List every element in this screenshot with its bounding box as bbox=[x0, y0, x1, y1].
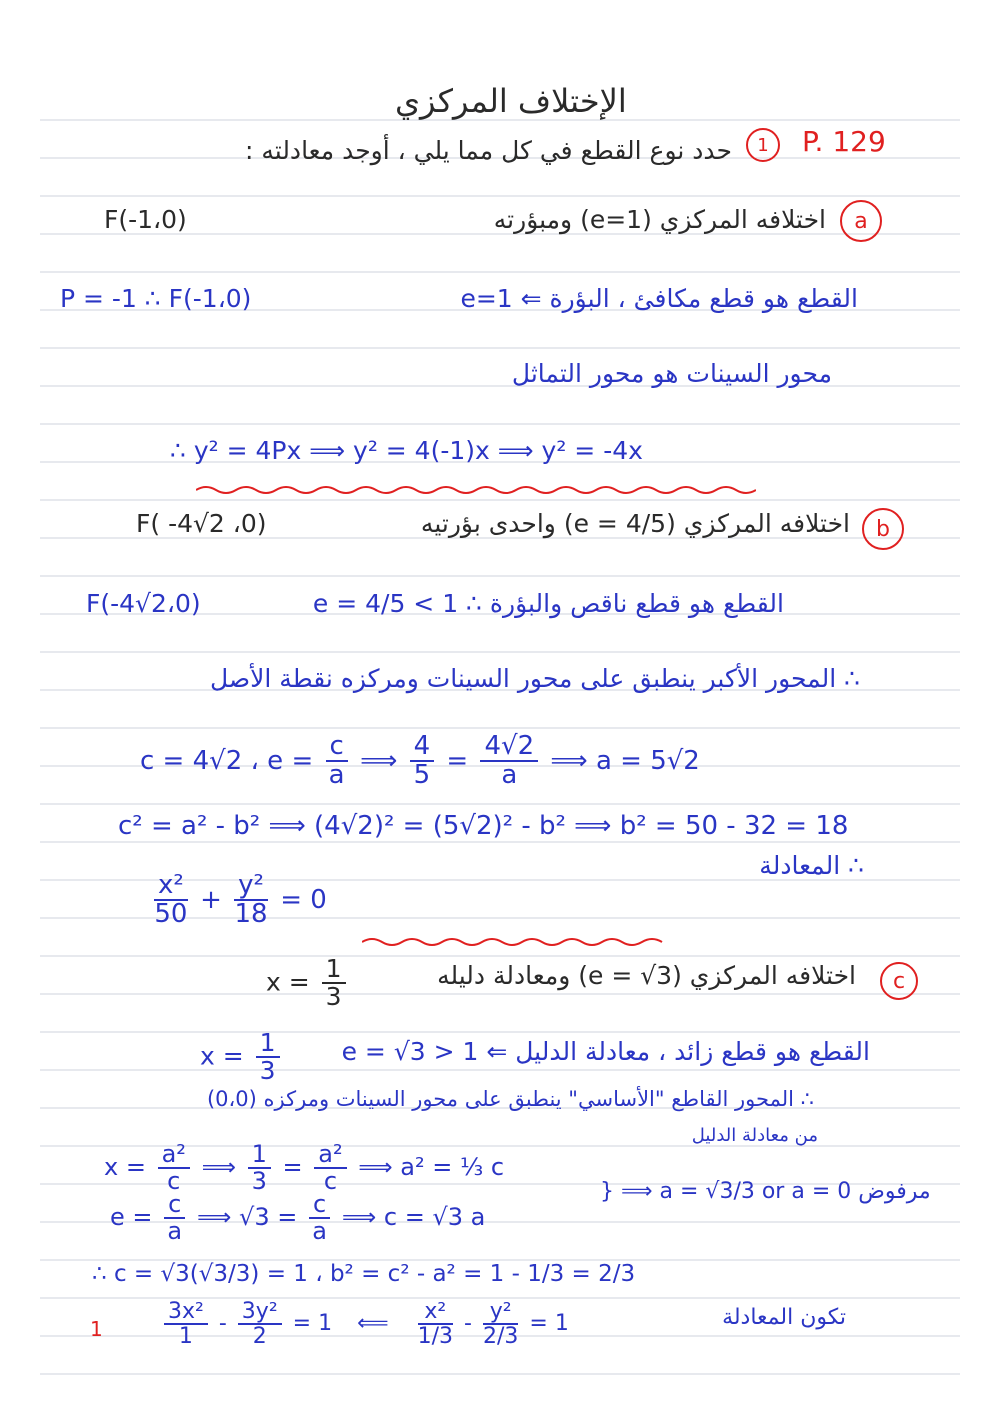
part-c-result-a: } ⟹ a = √3/3 or a = 0 مرفوض bbox=[600, 1179, 931, 1204]
part-c-step-5: ∴ c = √3(√3/3) = 1 ، b² = c² - a² = 1 - 1/3 = 2/3 bbox=[92, 1261, 636, 1287]
part-c-step-4-frac-2: $\frac{c}{a}$ bbox=[309, 1192, 330, 1244]
part-b-arrow: ⟹ bbox=[360, 745, 398, 776]
part-c-equation-label: تكون المعادلة bbox=[722, 1305, 846, 1330]
part-b-step-4: c² = a² - b² ⟹ (4√2)² = (5√2)² - b² ⟹ b² = 50 - 32 = 18 bbox=[118, 811, 849, 841]
part-c-step-3-frac-3: $\frac{\text{a²}}{c}$ bbox=[314, 1142, 346, 1194]
part-b-result-a: ⟹ a = 5√2 bbox=[550, 745, 700, 776]
part-c-final-equation: $\frac{\text{3x²}}{1}$ - $\frac{\text{3y²}}{2}$ = 1 ⟸ $\frac{\text{x²}}{1/3}$ - $\frac{\text{y²}}{2/3}$ = 1 bbox=[160, 1300, 569, 1348]
part-c-final-frac-4: $\frac{\text{y²}}{2/3}$ bbox=[482, 1299, 519, 1350]
part-b-step-2: ∴ المحور الأكبر ينطبق على محور السينات ومركزه نقطة الأصل bbox=[210, 664, 860, 693]
part-a-wavy-underline bbox=[196, 482, 756, 498]
part-c-step-4-frac-1: $\frac{c}{a}$ bbox=[164, 1192, 185, 1244]
part-c-directrix-fraction: $\frac{1}{3}$ bbox=[322, 956, 346, 1011]
part-c-directrix: x = $\frac{1}{3}$ bbox=[266, 956, 350, 1011]
part-c-badge: c bbox=[880, 962, 918, 1000]
page-reference: P. 129 bbox=[802, 125, 886, 158]
part-c-given-text: اختلافه المركزي (e = √3) ومعادلة دليله bbox=[437, 961, 856, 990]
part-b-step-1-right: e = 4/5 < 1 ∴ القطع هو قطع ناقص والبؤرة bbox=[312, 589, 784, 618]
part-b-eq-frac-y: $\frac{\text{y²}}{18}$ bbox=[234, 870, 268, 930]
part-b-badge: b bbox=[862, 508, 904, 550]
part-b-eq-frac-x: $\frac{\text{x²}}{50}$ bbox=[154, 870, 188, 930]
part-c-step-3-frac-2: $\frac{1}{3}$ bbox=[248, 1142, 271, 1194]
part-b-step-1-left: F(-4√2،0) bbox=[86, 589, 201, 618]
part-a-focus: F(-1،0) bbox=[104, 205, 187, 234]
part-b-final-equation bbox=[150, 872, 327, 929]
part-b-eq-end: = 0 bbox=[280, 884, 327, 915]
part-b-equals: = bbox=[446, 745, 469, 776]
part-c-step-1-right: e = √3 > 1 ⇐ القطع هو قطع زائد ، معادلة الدليل bbox=[341, 1037, 870, 1066]
part-c-step-1-fraction: $\frac{1}{3}$ bbox=[256, 1030, 280, 1085]
page-title: الإختلاف المركزي bbox=[395, 82, 627, 120]
part-c-step-3: x = $\frac{\text{a²}}{c}$ ⟹ $\frac{1}{3}$ = $\frac{\text{a²}}{c}$ ⟹ a² = ⅓ c bbox=[104, 1140, 505, 1196]
part-b-equation-label: ∴ المعادلة bbox=[759, 851, 864, 880]
part-a-step-1-left: P = -1 ∴ F(-1،0) bbox=[60, 284, 252, 313]
part-a-badge: a bbox=[840, 200, 882, 242]
part-a-step-3: ∴ y² = 4Px ⟹ y² = 4(-1)x ⟹ y² = -4x bbox=[170, 436, 643, 465]
part-b-fraction-c-a: $\frac{4√2}{a}$ bbox=[480, 733, 538, 790]
part-c-step-1-left: x = $\frac{1}{3}$ bbox=[200, 1030, 284, 1085]
question-number-badge: 1 bbox=[746, 128, 780, 162]
part-b-fraction-e: $\frac{c}{a}$ bbox=[326, 733, 348, 790]
part-b-fraction-4-5: $\frac{4}{5}$ bbox=[410, 733, 435, 790]
part-c-final-frac-3: $\frac{\text{x²}}{1/3}$ bbox=[417, 1299, 454, 1350]
part-b-given-text: اختلافه المركزي (e = 4/5) واحدى بؤرتيه bbox=[420, 509, 850, 538]
part-c-final-frac-2: $\frac{\text{3y²}}{2}$ bbox=[238, 1300, 282, 1348]
part-c-step-2b: من معادلة الدليل bbox=[691, 1125, 818, 1146]
question-prompt: حدد نوع القطع في كل مما يلي ، أوجد معادلته : bbox=[245, 136, 732, 165]
part-a-given-text: اختلافه المركزي (e=1) ومبؤرته bbox=[493, 205, 826, 234]
part-c-margin-mark: 1 bbox=[90, 1317, 103, 1341]
part-a-step-2: محور السينات هو محور التماثل bbox=[511, 359, 832, 388]
part-c-step-2: ∴ المحور القاطع "الأساسي" ينطبق على محور السينات ومركزه (0،0) bbox=[206, 1087, 814, 1111]
part-b-wavy-underline bbox=[362, 934, 672, 950]
part-b-focus: F( -4√2 ،0) bbox=[136, 509, 267, 538]
part-c-implies-arrow: ⟸ bbox=[357, 1311, 389, 1337]
part-c-final-frac-1: $\frac{\text{3x²}}{1}$ bbox=[164, 1300, 208, 1348]
part-a-step-1-right: e=1 ⇐ القطع هو قطع مكافئ ، البؤرة bbox=[460, 284, 858, 313]
part-b-step-3 bbox=[140, 733, 700, 790]
part-b-step-3-a: c = 4√2 ، e = bbox=[140, 745, 314, 776]
part-c-step-4: e = $\frac{c}{a}$ ⟹ √3 = $\frac{c}{a}$ ⟹ c = √3 a bbox=[110, 1190, 486, 1246]
part-c-step-3-frac-1: $\frac{\text{a²}}{c}$ bbox=[158, 1142, 190, 1194]
part-b-eq-plus: + bbox=[200, 884, 222, 915]
